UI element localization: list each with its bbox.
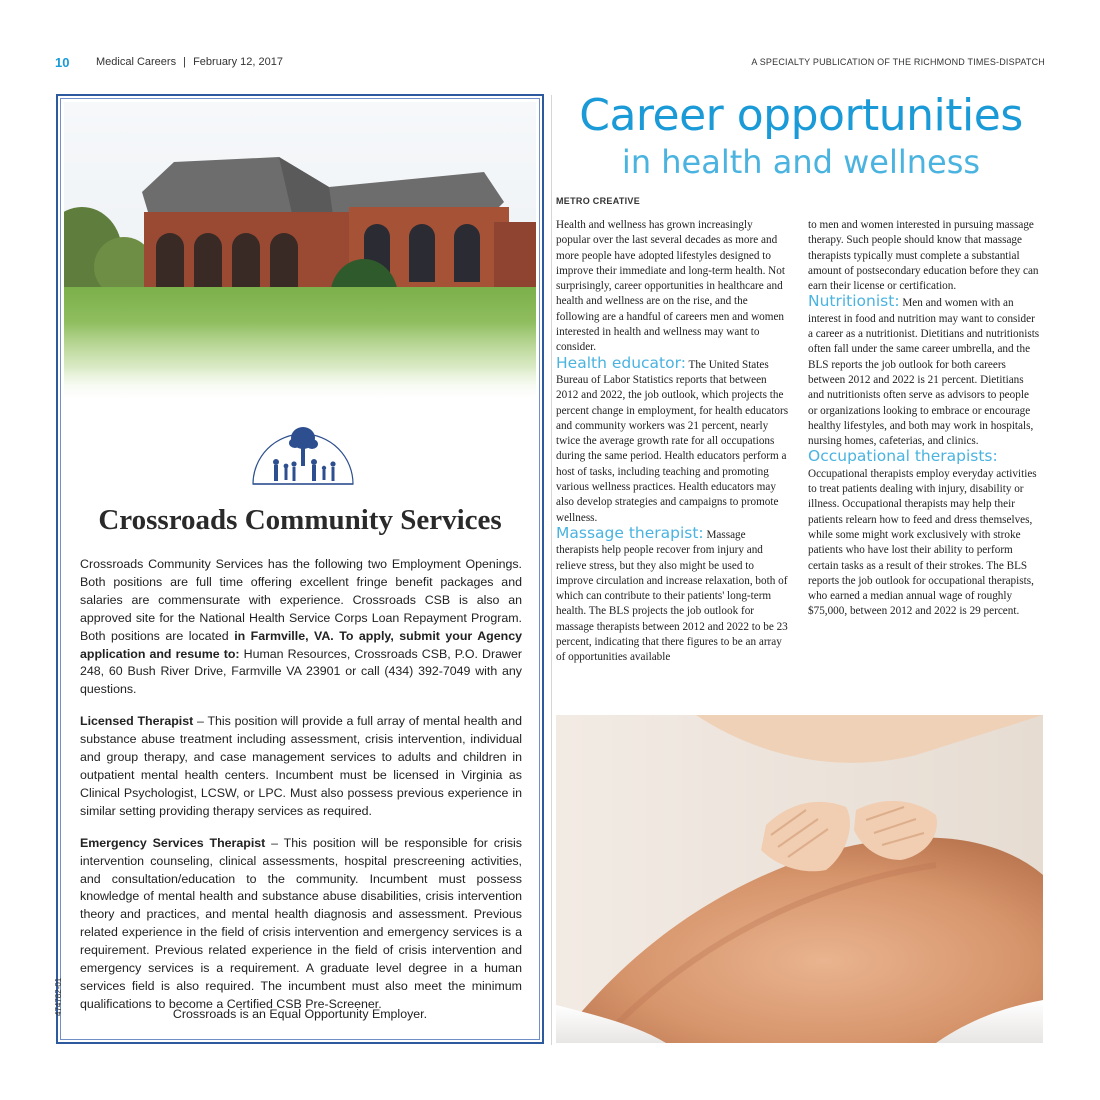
section-text: Men and women with an interest in food and nutrition may want to consider a career as a nutritionist. Dietitians and nutritionists often fall under the same career umbrella, and the BLS reports the job outlook for both careers between 2012 and 2022 is 21 percent. Dietitians and nutritionists often serve as advisors to people or organizations looking to embrace or encourage healthy lifestyles, and both may work in hospitals, nursing homes, cafeterias, and clinics. [808, 297, 1040, 448]
ad-intro-apply: in Farmville, VA. To apply, submit your Agency application and resume to: [80, 628, 522, 661]
article-subhead: in health and wellness [621, 143, 981, 181]
column-divider [551, 95, 552, 1045]
publication-line [96, 56, 283, 68]
section-health-educator [556, 353, 789, 526]
section-heading: Occupational therapists: [808, 447, 998, 466]
publication-name: Medical Careers [96, 56, 177, 68]
ad-body [80, 556, 522, 1028]
section-massage-therapist [556, 523, 789, 666]
article-byline: METRO CREATIVE [556, 196, 641, 206]
section-massage-therapist-cont: to men and women interested in pursuing massage therapy. Such people should know that massage therapists typically must complete a substantial amount of postsecondary education before they can earn their license or certification. [808, 219, 1039, 293]
eoe-statement: Crossroads is an Equal Opportunity Employer. [172, 1007, 428, 1021]
article-intro: Health and wellness has grown increasingly popular over the last several decades as more and more people have adopted lifestyles designed to improve their immediate and long-term health. Not surprisingly, career opportunities in healthcare and health and wellness are on the rise, and the following are a handful of careers men and women interested in health and wellness may want to consider. [556, 219, 785, 354]
building-photo [64, 102, 536, 402]
job-advertisement [56, 94, 544, 1044]
section-nutritionist [808, 294, 1041, 449]
publication-date: February 12, 2017 [193, 56, 283, 68]
job2-description: – This position will be responsible for crisis intervention counseling, clinical assessments, hospital prescreening activities, and consultation/education to the community. Incumbent must possess knowledge of mental health and substance abuse disabilities, crisis intervention theory and practices, and mental health diagnosis and assessment. Previous related experience in the field of crisis intervention and emergency services is a requirement. Previous related experience in the field of crisis intervention and emergency services is a requirement. A graduate level degree in a human services field is also required. The incumbent must also meet the minimum qualifications to become a Certified CSB Pre-Screener. [80, 835, 523, 1011]
article-headline: Career opportunities [579, 90, 1023, 141]
job-licensed-therapist [80, 713, 522, 820]
ad-title: Crossroads Community Services [98, 504, 502, 536]
section-occupational-therapists [808, 449, 1041, 619]
header-separator: | [183, 56, 187, 68]
massage-photo [556, 715, 1043, 1043]
crossroads-logo [248, 410, 358, 490]
ad-code: 474782-01 [54, 977, 63, 1016]
page-number: 10 [55, 55, 70, 70]
massage-illustration [556, 715, 1043, 1043]
ad-intro-text: Crossroads Community Services has the following two Employment Openings. Both positions are full time offering excellent fringe benefit packages and salaries are commensurate with experience. Crossroads CSB is also an approved site for the National Health Service Corps Loan Repayment Program. Both positions are located [80, 557, 522, 643]
section-text: Massage therapists help people recover from injury and relieve stress, but they also might be used to improve circulation and increase relaxation, both of which can contribute to their patients' long-term health. The BLS projects the job outlook for massage therapists between 2012 and 2022 to be 23 percent, indicating that there figures to be an array of opportunities available [556, 528, 788, 664]
job1-title: Licensed Therapist [80, 714, 194, 729]
building-illustration [64, 102, 536, 402]
specialty-publication-tag: A SPECIALTY PUBLICATION OF THE RICHMOND TIMES-DISPATCH [751, 57, 1045, 67]
article-column-2 [808, 218, 1041, 620]
job1-description: – This position will provide a full array of mental health and substance abuse treatment including assessment, crisis intervention, individual and group therapy, and case management services to adults and children in outpatient mental health centers. Incumbent must be licensed in Virginia as Clinical Psychologist, LCSW, or LPC. Must also possess previous experience in similar setting providing therapy services as required. [80, 714, 522, 818]
section-heading: Massage therapist: [556, 523, 704, 542]
job2-title: Emergency Services Therapist [80, 835, 266, 850]
section-heading: Nutritionist: [808, 292, 900, 311]
ad-intro-contact: Human Resources, Crossroads CSB, P.O. Drawer 248, 60 Bush River Drive, Farmville VA 23901 or call (434) 392-7049 with any questions. [80, 646, 522, 697]
section-text: The United States Bureau of Labor Statistics reports that between 2012 and 2022, the job outlook, which projects the percent change in employment, for health educators and community workers was 21 percent, nearly twice the average growth rate for all occupations during the same period. Health educators perform a host of tasks, including teaching and promoting various wellness practices. Health educators may also develop strategies and campaigns to promote wellness. [556, 358, 789, 524]
job-emergency-services-therapist [80, 835, 522, 1014]
section-text: Occupational therapists employ everyday activities to treat patients dealing with injury, disability or illness. Occupational therapists may help their patients relearn how to feed and dress themselves, while some might work exclusively with stroke patients who have lost their ability to perform certain tasks as a result of their strokes. The BLS reports the job outlook for occupational therapists, who earned a median annual wage of roughly $75,000, between 2012 and 2022 is 29 percent. [808, 467, 1037, 618]
article-column-1 [556, 218, 789, 666]
section-heading: Health educator: [556, 353, 686, 372]
ad-intro [80, 556, 522, 699]
